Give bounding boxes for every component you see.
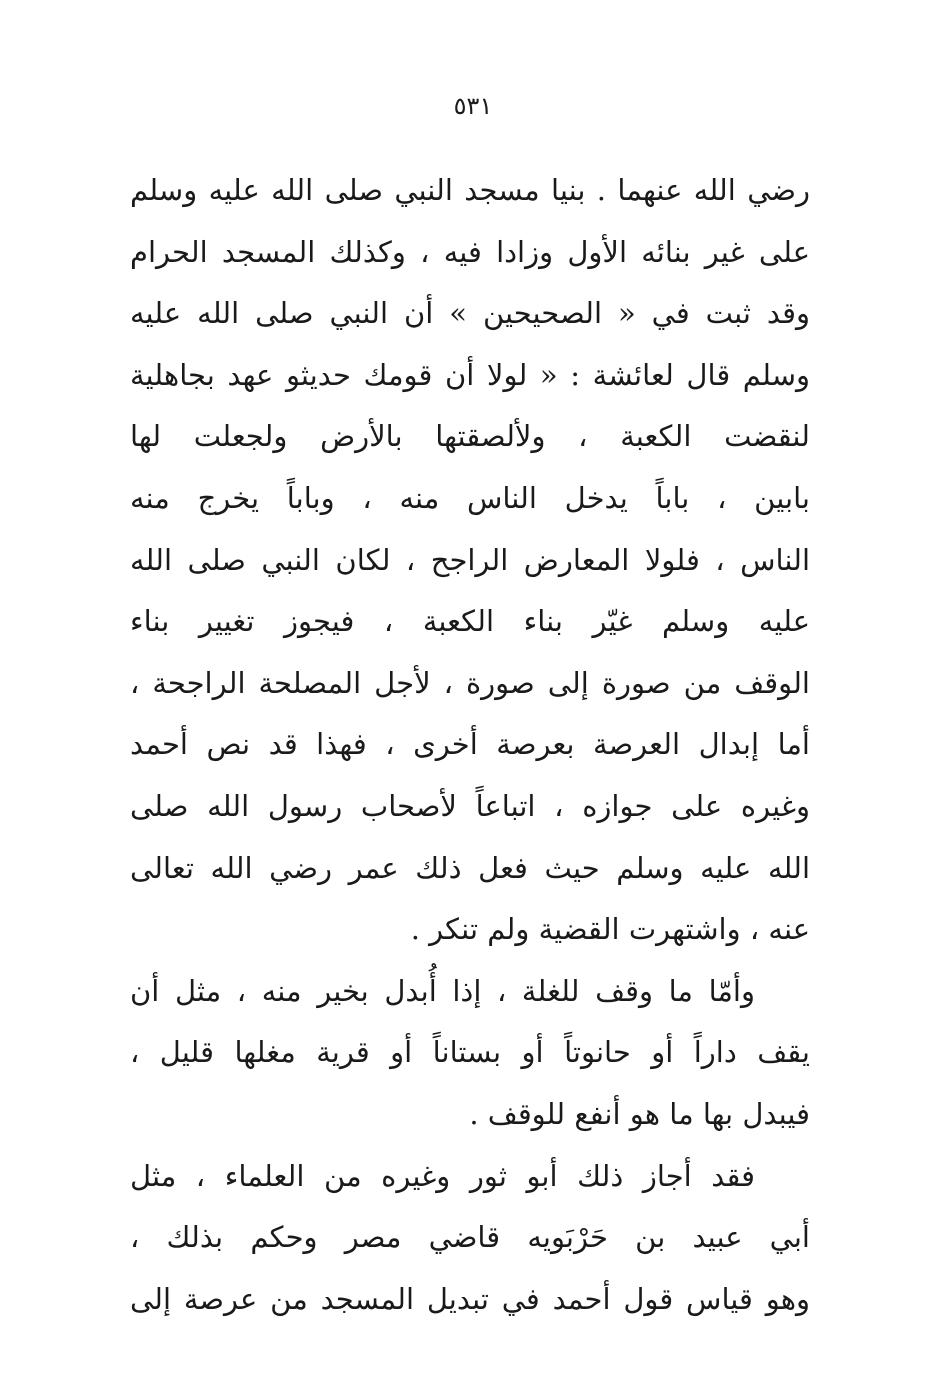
text-line: فقد أجاز ذلك أبو ثور وغيره من العلماء ، مثل — [130, 1158, 755, 1193]
text-line: أبي عبيد بن حَرْبَويه قاضي مصر وحكم بذلك ، — [130, 1220, 810, 1255]
text-line: لنقضت الكعبة ، ولألصقتها بالأرض ولجعلت لها — [130, 419, 810, 454]
body-text — [130, 160, 810, 1330]
text-line: عليه وسلم غيّر بناء الكعبة ، فيجوز تغيير بناء — [130, 604, 810, 639]
text-line: الوقف من صورة إلى صورة ، لأجل المصلحة الراجحة ، — [130, 665, 810, 700]
text-line: وسلم قال لعائشة : « لولا أن قومك حديثو عهد بجاهلية — [130, 357, 810, 392]
text-line: أما إبدال العرصة بعرصة أخرى ، فهذا قد نص أحمد — [130, 727, 810, 762]
text-line: فيبدل بها ما هو أنفع للوقف . — [469, 1096, 810, 1131]
text-line: الناس ، فلولا المعارض الراجح ، لكان النبي صلى الله — [130, 542, 810, 577]
text-line: وقد ثبت في « الصحيحين » أن النبي صلى الله عليه — [130, 296, 810, 331]
text-line: رضي الله عنهما . بنيا مسجد النبي صلى الله عليه وسلم — [130, 173, 810, 207]
text-line: بابين ، باباً يدخل الناس منه ، وباباً يخرج منه — [130, 480, 810, 515]
text-line: عنه ، واشتهرت القضية ولم تنكر . — [410, 912, 810, 947]
text-line: وهو قياس قول أحمد في تبديل المسجد من عرصة إلى — [130, 1281, 810, 1316]
text-line: الله عليه وسلم حيث فعل ذلك عمر رضي الله تعالى — [130, 850, 810, 885]
text-line: يقف داراً أو حانوتاً أو بستاناً أو قرية مغلها قليل ، — [130, 1035, 810, 1070]
text-line: على غير بنائه الأول وزادا فيه ، وكذلك المسجد الحرام — [130, 234, 810, 269]
text-line: وغيره على جوازه ، اتباعاً لأصحاب رسول الله صلى — [130, 788, 810, 823]
text-line: وأمّا ما وقف للغلة ، إذا أُبدل بخير منه ، مثل أن — [130, 973, 755, 1008]
page-number: ٥٣١ — [453, 92, 493, 120]
